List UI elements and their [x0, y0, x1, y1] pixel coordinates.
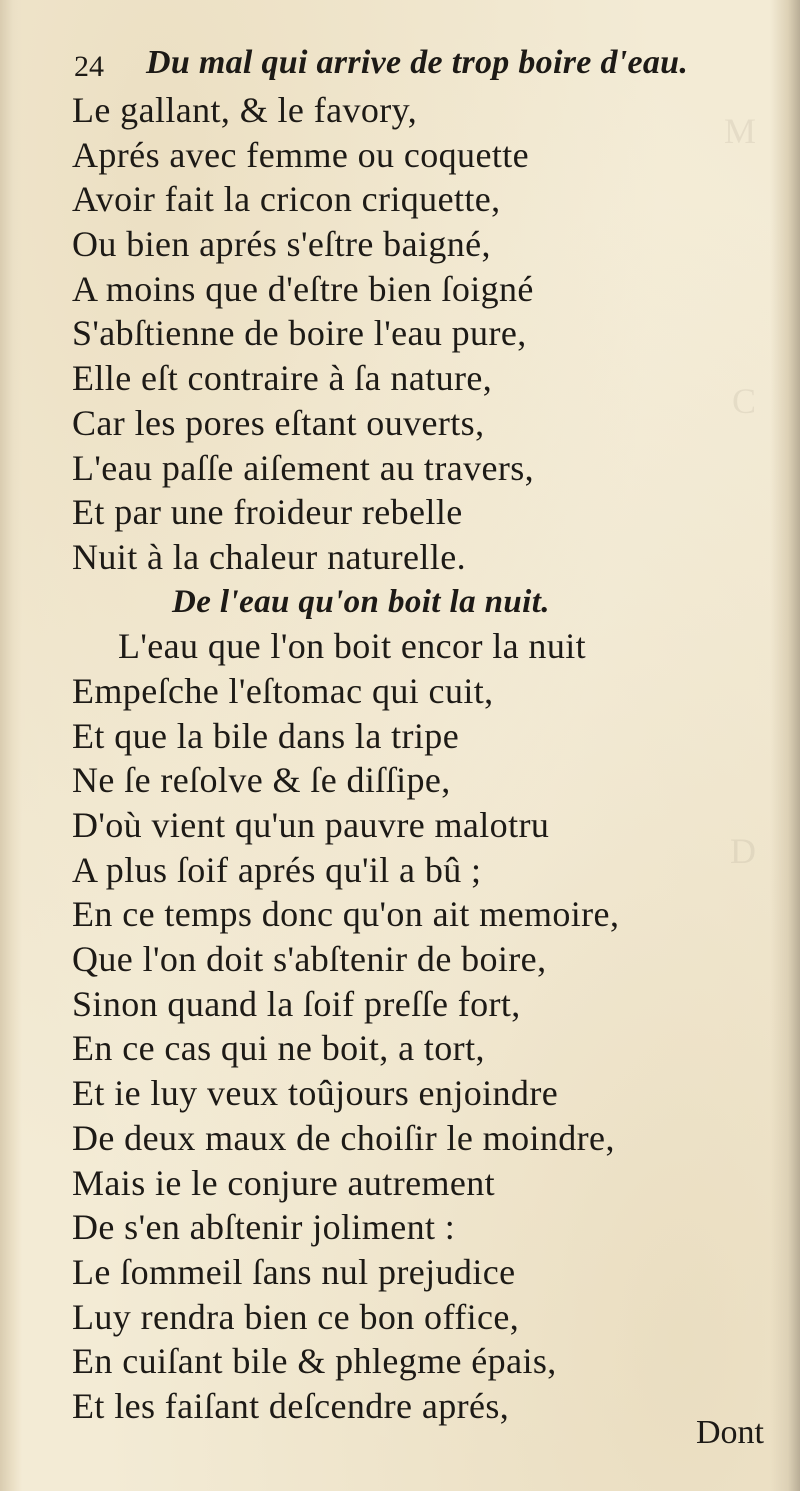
verse-line: Ne ſe reſolve & ſe diſſipe, — [72, 760, 451, 801]
verse-line: Et les faiſant deſcendre aprés, — [72, 1385, 510, 1426]
verse-line: Nuit à la chaleur naturelle. — [72, 536, 467, 577]
verse-line: Le gallant, & le favory, — [72, 90, 418, 130]
running-head: Du mal qui arrive de trop boire d'eau. — [146, 44, 689, 81]
verse-line: Elle eſt contraire à ſa nature, — [72, 358, 493, 399]
show-through-text: D — [730, 831, 756, 871]
verse-line: Car les pores eſtant ouverts, — [72, 402, 485, 443]
verse-line: A plus ſoif aprés qu'il a bû ; — [72, 849, 482, 890]
verse-line: A moins que d'eſtre bien ſoigné — [72, 268, 534, 309]
verse-line: S'abſtienne de boire l'eau pure, — [72, 313, 527, 354]
page-edge-shadow — [770, 0, 800, 1491]
show-through-text: M — [723, 111, 756, 151]
verse-line: Mais ie le conjure autrement — [72, 1162, 496, 1203]
verse-line: L'eau paſſe aiſement au travers, — [72, 447, 535, 488]
verse-line: Luy rendra bien ce bon office, — [72, 1296, 520, 1337]
verse-line: L'eau que l'on boit encor la nuit — [118, 626, 587, 667]
verse-line: Sinon quand la ſoif preſſe fort, — [72, 983, 521, 1024]
verse-line: De s'en abſtenir joliment : — [72, 1207, 456, 1248]
verse-line: De deux maux de choiſir le moindre, — [72, 1117, 615, 1158]
page-number: 24 — [74, 50, 104, 83]
verse-line: Avoir fait la cricon criquette, — [72, 179, 501, 220]
verse-line: En cuiſant bile & phlegme épais, — [72, 1341, 557, 1382]
show-through-text: C — [731, 381, 756, 421]
page-header — [74, 44, 734, 94]
catchword: Dont — [696, 1414, 764, 1451]
verse-line: Ou bien aprés s'eſtre baigné, — [72, 224, 491, 265]
verse-line: Et ie luy veux toûjours enjoindre — [72, 1073, 559, 1114]
verse-line: D'où vient qu'un pauvre malotru — [72, 805, 550, 845]
verse-line: Le ſommeil ſans nul prejudice — [72, 1251, 516, 1292]
section-title: De l'eau qu'on boit la nuit. — [172, 583, 550, 620]
verse-line: Que l'on doit s'abſtenir de boire, — [72, 939, 547, 980]
verse-line: Et par une froideur rebelle — [72, 492, 463, 533]
verse-line: Empeſche l'eſtomac qui cuit, — [72, 670, 494, 711]
verse-line: Aprés avec femme ou coquette — [72, 134, 529, 175]
page-gutter-shadow — [0, 0, 22, 1491]
verse-line: Et que la bile dans la tripe — [72, 715, 460, 756]
verse-line: En ce temps donc qu'on ait memoire, — [72, 894, 620, 935]
verse-line: En ce cas qui ne boit, a tort, — [72, 1028, 485, 1069]
poem-text — [72, 88, 752, 1429]
